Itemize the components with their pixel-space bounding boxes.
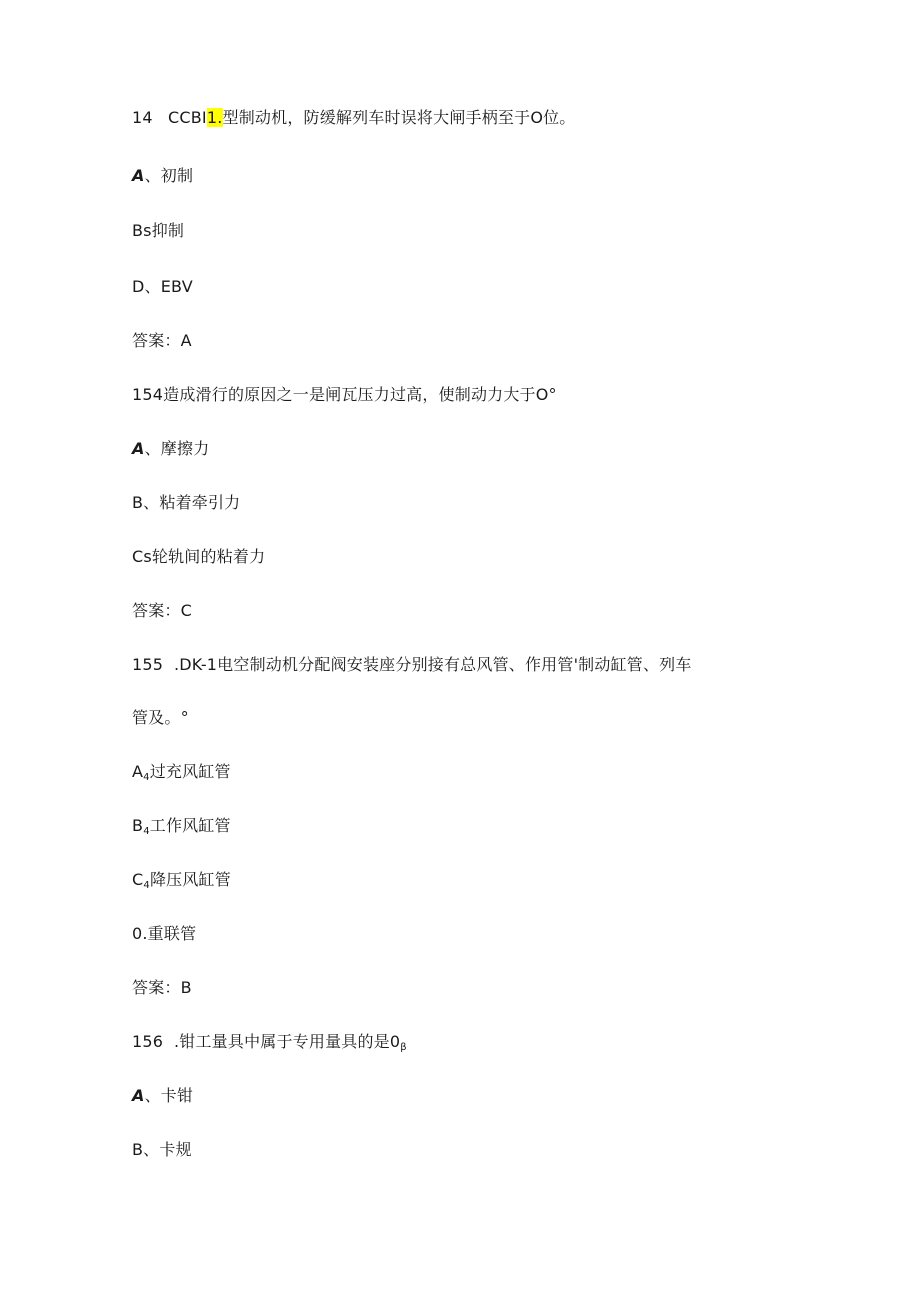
option-text: 工作风缸管 bbox=[149, 816, 231, 835]
question-number: 155 bbox=[132, 655, 164, 674]
option-text: 降压风缸管 bbox=[149, 870, 231, 889]
option-text: 、卡钳 bbox=[144, 1086, 194, 1105]
option-letter: A bbox=[132, 1086, 145, 1105]
question-14-text bbox=[132, 108, 576, 128]
question-text-part: 型制动机，防缓解列车时误将大闸手柄至于O位。 bbox=[222, 108, 576, 127]
question-156-text bbox=[132, 1032, 407, 1052]
option-a bbox=[132, 166, 193, 186]
option-b: B、粘着牵引力 bbox=[132, 493, 241, 512]
option-letter: C bbox=[132, 870, 144, 889]
option-d: D、EBV bbox=[132, 277, 193, 296]
option-text: 、初制 bbox=[144, 166, 194, 185]
option-b bbox=[132, 816, 231, 836]
option-letter: A bbox=[132, 762, 144, 781]
question-text-part: CCBI bbox=[168, 108, 207, 127]
option-text: 过充风缸管 bbox=[149, 762, 231, 781]
answer: 答案：C bbox=[132, 601, 192, 620]
option-letter: A bbox=[132, 166, 145, 185]
option-a bbox=[132, 439, 209, 459]
option-letter: A bbox=[132, 439, 145, 458]
option-letter: B bbox=[132, 816, 144, 835]
option-d: 0.重联管 bbox=[132, 924, 197, 943]
option-subscript: 4 bbox=[143, 826, 150, 837]
option-a bbox=[132, 1086, 193, 1106]
question-text: .钳工量具中属于专用量具的是0 bbox=[174, 1032, 401, 1051]
question-number: 156 bbox=[132, 1032, 164, 1051]
option-c bbox=[132, 870, 231, 890]
question-subscript: β bbox=[400, 1042, 407, 1053]
option-b: Bs抑制 bbox=[132, 221, 185, 240]
question-154-text: 154造成滑行的原因之一是闸瓦压力过高，使制动力大于O° bbox=[132, 385, 557, 404]
question-number: 14 bbox=[132, 108, 153, 127]
option-b: B、卡规 bbox=[132, 1140, 192, 1159]
answer: 答案：A bbox=[132, 331, 192, 350]
option-a bbox=[132, 762, 231, 782]
option-subscript: 4 bbox=[143, 772, 150, 783]
question-text: .DK-1电空制动机分配阀安装座分别接有总风管、作用管'制动缸管、列车 bbox=[174, 655, 692, 674]
question-155-text bbox=[132, 655, 692, 675]
option-c: Cs轮轨间的粘着力 bbox=[132, 547, 266, 566]
option-text: 、摩擦力 bbox=[144, 439, 210, 458]
answer: 答案：B bbox=[132, 978, 192, 997]
option-subscript: 4 bbox=[143, 880, 150, 891]
highlighted-text: 1. bbox=[206, 108, 223, 127]
question-155-text-continued: 管及。° bbox=[132, 708, 189, 727]
